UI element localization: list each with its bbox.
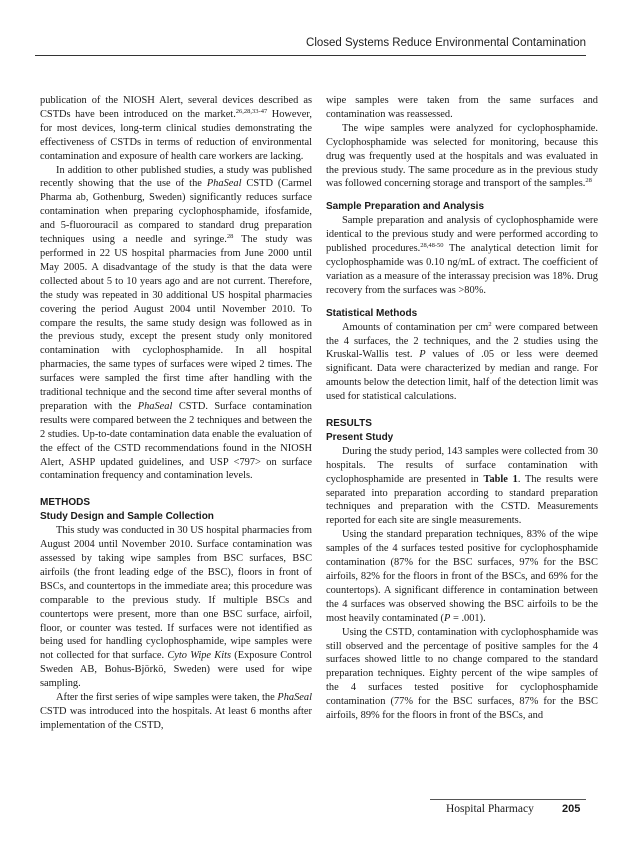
citation: 28	[226, 233, 234, 241]
header-rule	[35, 55, 586, 56]
section-heading-results: RESULTS	[326, 418, 372, 430]
paragraph: Using the standard preparation techniques, 83% of the wipe samples of the 4 surfaces tested positive for cyclophosphamide contamination (87% for the BSC surfaces, 97% for the BSC airfoils, 82% for the floors in front of the BSCs, and 69% for the countertops). A significant difference in contamination between the 4 surfaces was observed showing the BSC airfoils to be the most heavily contaminated (P = .001).	[326, 529, 598, 624]
footer-journal-name: Hospital Pharmacy	[446, 803, 534, 815]
running-head: Closed Systems Reduce Environmental Contamination	[306, 37, 586, 49]
subsection-heading: Present Study	[326, 431, 394, 443]
paragraph: In addition to other published studies, a study was published recently showing that the use of the PhaSeal CSTD (Carmel Pharma ab, Gothenburg, Sweden) significantly reduces surface contamination when preparing cyclophosphamide, ifosfamide, and 5-fluorouracil as compared to standard drug preparation techniques using a needle and syringe.$^{28}$ The study was performed in 22 US hospital pharmacies from June 2000 until May 2005. A disadvantage of the study is that the data were collected about 5 to 10 years ago and are not current. Therefore, the study was repeated in 30 additional US hospital pharmacies covering the period August 2004 until November 2010. To compare the results, the same study design was followed as in the previous study, except the present study only monitored contamination with cyclophosphamide. In all hospital pharmacies, the same types of surfaces were wiped 2 times. The surfaces were sampled the first time after handling with the traditional technique and the second time after several months of preparation with the PhaSeal CSTD. Surface contamination results were compared between the 2 techniques and between the 2 studies. Up-to-date contamination data enable the evaluation of the effect of the CSTD recommendations found in the NIOSH Alert, ASHP updated guidelines, and USP <797> on surface contamination frequency and contamination levels.	[40, 164, 312, 482]
paragraph: This study was conducted in 30 US hospital pharmacies from August 2004 until November 2010. Surface contamination was assessed by taking wipe samples from BSC surfaces, BSC airfoils (the front leading edge of the BSC), floors in front of BSCs, and countertops in the immediate area; this procedure was comparable to the previous study. If multiple BSCs and countertops were present, more than one BSC surface, airfoil, floor, or counter was tested. If surfaces were not identified as being used for handling cyclophosphamide, wipe samples were not collected for that surface. Cyto Wipe Kits (Exposure Control Sweden AB, Bohus-Björkö, Sweden) were used for wipe sampling.	[40, 525, 313, 690]
left-column	[40, 94, 312, 733]
paragraph: During the study period, 143 samples were collected from 30 hospitals. The results of surface contamination with cyclophosphamide are presented in Table 1. The results were separated into preparation according to standard preparation techniques and preparation with the CSTD. Measurements reported for each site are single measurements.	[326, 445, 598, 527]
citation: 28	[585, 177, 592, 185]
paragraph: Sample preparation and analysis of cyclophosphamide were identical to the previous study and were performed according to published procedures.$^{28,48-50}$ The analytical detection limit for cyclophosphamide was 0.10 ng/mL of extract. The coefficient of variation as a measure of the interassay precision was 18%. Drug recovery from the surfaces was >80%.	[326, 215, 599, 296]
subsection-heading: Study Design and Sample Collection	[40, 511, 214, 523]
section-heading-methods: METHODS	[40, 497, 90, 509]
citation: 28,48-50	[420, 242, 444, 250]
subsection-heading: Sample Preparation and Analysis	[326, 201, 485, 213]
page-number: 205	[562, 803, 581, 815]
paragraph: Amounts of contamination per $cm^2$ were compared between the 4 surfaces, the 2 techniques, and the 2 studies using the Kruskal-Wallis test. P values of .05 or less were deemed significant. Data were characterized by median and range. For amounts below the detection limit, half of the detection limit was used for statistical calculations.	[326, 320, 598, 403]
right-column	[326, 94, 598, 723]
footer-rule	[430, 799, 586, 800]
subsection-heading: Statistical Methods	[326, 307, 418, 319]
table-reference: Table 1	[483, 473, 518, 485]
paragraph: The wipe samples were analyzed for cyclophosphamide. Cyclophosphamide was selected for monitoring, because this drug was frequently used at the hospitals and was evaluated in the previous study. The same procedure as in the previous study was followed concerning storage and transport of the samples.$^{28}$	[326, 122, 598, 190]
paragraph: Using the CSTD, contamination with cyclophosphamide was still observed and the percentage of positive samples for the 4 surfaces showed little to no change compared to the standard preparation techniques. Eighty percent of the wipe samples of the 4 surfaces tested positive for cyclophosphamide contamination (77% for the BSC surfaces, 87% for the BSC airfoils, 89% for the floors in front of the BSCs, and	[326, 626, 598, 722]
paragraph: After the first series of wipe samples were taken, the PhaSeal CSTD was introduced into the hospitals. At least 6 months after implementation of the CSTD,	[40, 692, 312, 731]
citation: 26,28,33-47	[235, 107, 268, 115]
paragraph: wipe samples were taken from the same surfaces and contamination was reassessed.	[326, 95, 598, 120]
paragraph: publication of the NIOSH Alert, several devices described as CSTDs have been introduced on the market.$^{26,28,33-47}$ However, for most devices, long-term clinical studies demonstrating the effectiveness of CSTDs in terms of reduction of environmental contamination and exposure of health care workers are lacking.	[40, 95, 312, 162]
